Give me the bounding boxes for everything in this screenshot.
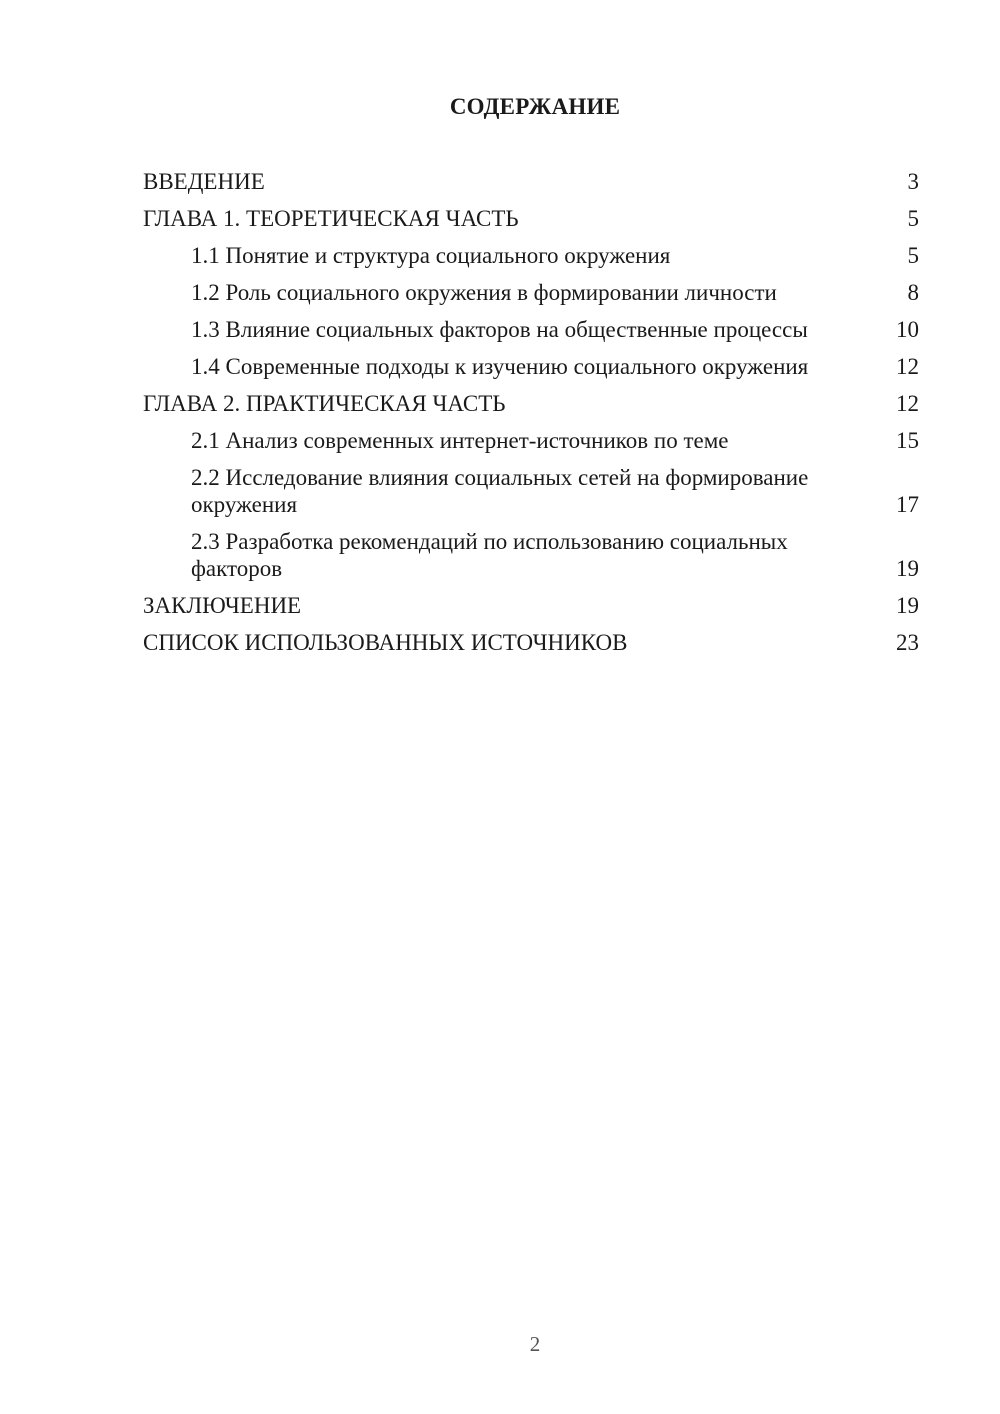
- toc-entry-text: ГЛАВА 1. ТЕОРЕТИЧЕСКАЯ ЧАСТЬ: [143, 206, 519, 231]
- toc-entry-section-1-2: [143, 279, 919, 306]
- toc-entry-page: 5: [907, 206, 919, 231]
- toc-entry-chapter-1: [143, 205, 919, 232]
- toc-entry-conclusion: [143, 592, 919, 619]
- toc-entry-text: ГЛАВА 2. ПРАКТИЧЕСКАЯ ЧАСТЬ: [143, 391, 506, 416]
- toc-entry-section-2-1: [143, 427, 919, 454]
- toc-entry-text: 1.3 Влияние социальных факторов на общественные процессы: [191, 317, 808, 342]
- toc-entry-page: 15: [896, 428, 919, 453]
- toc-entry-page: 23: [896, 630, 919, 655]
- toc-entry-page: 5: [907, 243, 919, 268]
- toc-entry-page: 12: [896, 354, 919, 379]
- toc-entry-section-2-3: [143, 528, 919, 582]
- toc-entry-text: 2.2 Исследование влияния социальных сетей на формирование окружения: [191, 465, 809, 517]
- toc-entry-section-1-4: [143, 353, 919, 380]
- toc-entry-text: 1.4 Современные подходы к изучению социального окружения: [191, 354, 809, 379]
- toc-entry-page: 3: [907, 169, 919, 194]
- toc-entry-page: 10: [896, 317, 919, 342]
- toc-entry-text: 1.1 Понятие и структура социального окружения: [191, 243, 671, 268]
- toc-entry-section-1-3: [143, 316, 919, 343]
- toc-entry-page: 19: [896, 556, 919, 581]
- toc-entry-text: 2.3 Разработка рекомендаций по использованию социальных факторов: [191, 529, 788, 581]
- toc-entry-chapter-2: [143, 390, 919, 417]
- page-number: 2: [529, 1332, 541, 1356]
- toc-entry-section-1-1: [143, 242, 919, 269]
- toc-entry-text: 1.2 Роль социального окружения в формировании личности: [191, 280, 777, 305]
- toc-entry-page: 17: [896, 492, 919, 517]
- toc-entry-text: СПИСОК ИСПОЛЬЗОВАННЫХ ИСТОЧНИКОВ: [143, 630, 628, 655]
- toc-entry-text: ЗАКЛЮЧЕНИЕ: [143, 593, 302, 618]
- toc-entry-page: 8: [907, 280, 919, 305]
- toc-entry-text: ВВЕДЕНИЕ: [143, 169, 265, 194]
- toc-entry-references: [143, 629, 919, 656]
- toc-entry-introduction: [143, 168, 919, 195]
- table-of-contents: [143, 168, 919, 666]
- toc-entry-page: 12: [896, 391, 919, 416]
- toc-entry-section-2-2: [143, 464, 919, 518]
- toc-entry-page: 19: [896, 593, 919, 618]
- page-title: СОДЕРЖАНИЕ: [449, 94, 621, 119]
- toc-entry-text: 2.1 Анализ современных интернет-источников по теме: [191, 428, 729, 453]
